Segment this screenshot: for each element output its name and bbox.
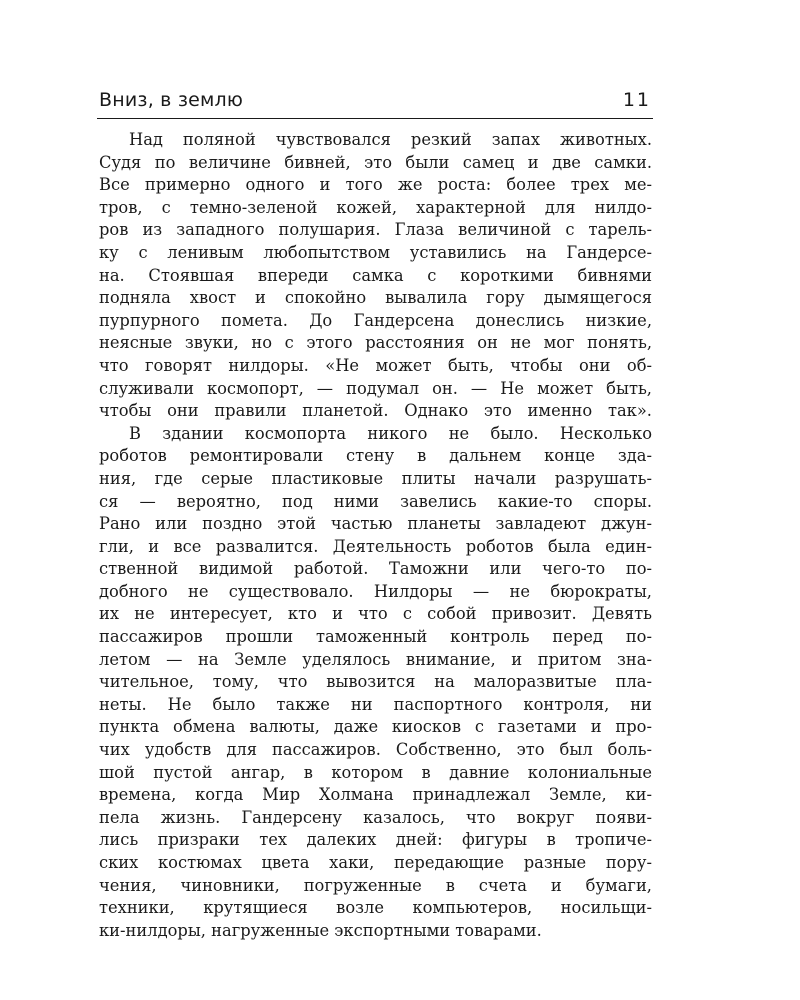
text-line: ния, где серые пластиковые плиты начали разрушать-: [99, 468, 652, 488]
text-line: чительное, тому, что вывозится на малоразвитые пла-: [99, 672, 652, 692]
text-line: пассажиров прошли таможенный контроль перед по-: [99, 627, 652, 647]
text-line: В здании космопорта никого не было. Несколько: [129, 423, 652, 443]
text-line: чтобы они правили планетой. Однако это именно так».: [99, 401, 652, 421]
text-line: летом — на Земле уделялось внимание, и притом зна-: [99, 649, 652, 669]
text-line: времена, когда Мир Холмана принадлежал Земле, ки-: [99, 785, 652, 805]
body-text: [99, 129, 652, 942]
text-line: шой пустой ангар, в котором в давние колониальные: [99, 762, 652, 782]
text-line: ки-нилдоры, нагруженные экспортными товарами.: [99, 920, 542, 940]
text-line: неты. Не было также ни паспортного контроля, ни: [99, 694, 652, 714]
text-line: служивали космопорт, — подумал он. — Не может быть,: [99, 378, 652, 398]
chapter-title: Вниз, в землю: [99, 89, 244, 111]
text-line: чения, чиновники, погруженные в счета и бумаги,: [99, 875, 652, 895]
text-line: Все примерно одного и того же роста: более трех ме-: [99, 175, 652, 195]
text-line: техники, крутящиеся возле компьютеров, носильщи-: [99, 898, 652, 918]
text-line: на. Стоявшая впереди самка с короткими бивнями: [99, 265, 652, 285]
text-line: пункта обмена валюты, даже киосков с газетами и про-: [99, 717, 652, 737]
text-line: Над поляной чувствовался резкий запах животных.: [129, 130, 652, 149]
text-line: неясные звуки, но с этого расстояния он не мог понять,: [99, 333, 652, 353]
text-line: роботов ремонтировали стену в дальнем конце зда-: [99, 446, 652, 466]
text-line: подняла хвост и спокойно вывалила гору дымящегося: [99, 288, 652, 308]
text-line: их не интересует, кто и что с собой привозит. Девять: [99, 604, 652, 624]
text-line: пела жизнь. Гандерсену казалось, что вокруг появи-: [99, 807, 652, 827]
text-line: ских костюмах цвета хаки, передающие разные пору-: [99, 853, 652, 872]
text-line: ственной видимой работой. Таможни или чего-то по-: [99, 559, 652, 579]
running-header: [97, 86, 653, 116]
header-rule: [97, 118, 653, 119]
text-line: добного не существовало. Нилдоры — не бюрократы,: [99, 581, 652, 601]
text-line: Судя по величине бивней, это были самец и две самки.: [99, 152, 652, 172]
text-line: что говорят нилдоры. «Не может быть, чтобы они об-: [99, 355, 652, 375]
text-line: пурпурного помета. До Гандерсена донеслись низкие,: [99, 310, 652, 330]
text-line: ров из западного полушария. Глаза величиной с тарель-: [99, 220, 652, 240]
text-line: ку с ленивым любопытством уставились на Гандерсе-: [99, 242, 652, 262]
text-line: ся — вероятно, под ними завелись какие-то споры.: [99, 491, 652, 511]
text-line: гли, и все развалится. Деятельность роботов была един-: [99, 536, 652, 556]
text-line: чих удобств для пассажиров. Собственно, это был боль-: [99, 740, 652, 760]
text-line: тров, с темно-зеленой кожей, характерной для нилдо-: [99, 197, 652, 217]
page-number: 11: [622, 89, 651, 111]
text-line: Рано или поздно этой частью планеты завладеют джун-: [99, 514, 652, 534]
text-line: лись призраки тех далеких дней: фигуры в тропиче-: [99, 830, 652, 850]
